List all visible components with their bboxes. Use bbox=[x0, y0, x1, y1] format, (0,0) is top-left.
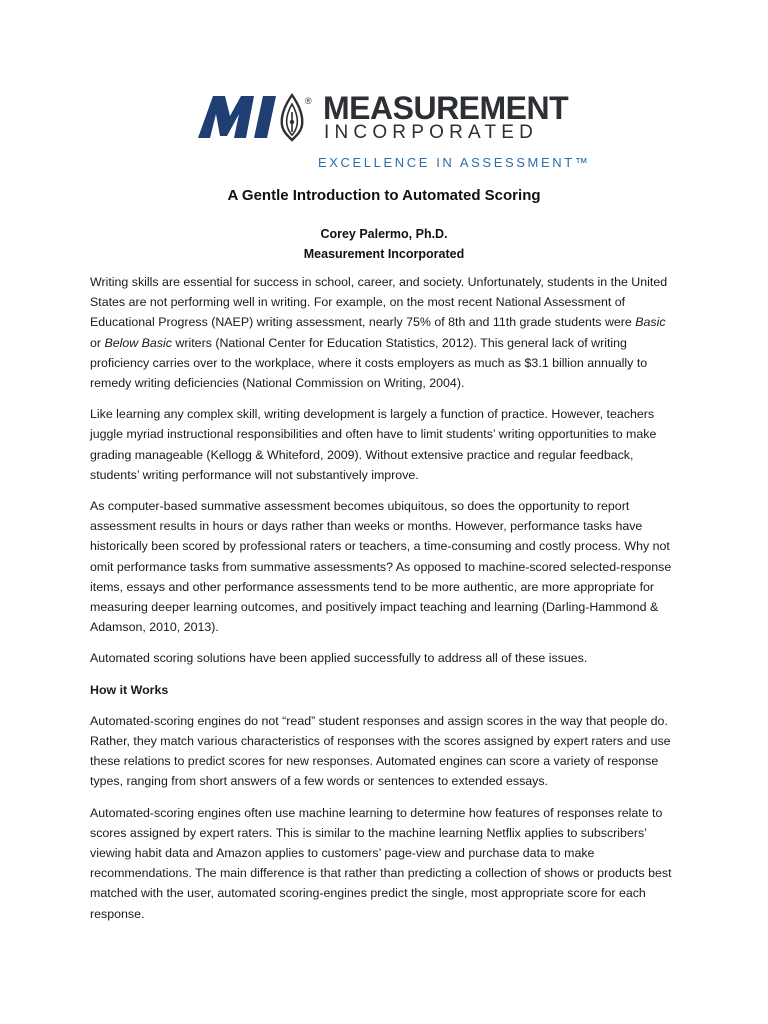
paragraph-6: Automated-scoring engines often use machine learning to determine how features of responses relate to scores assigned by expert raters. This is similar to the machine learning Netflix applies to subscribers’ viewing habit data and Amazon applies to customers’ page-view and purchase data to make recommendations. The main difference is that rather than predicting a collection of shows or products best matched with the user, automated scoring-engines predict the single, most appropriate score for each response. bbox=[90, 805, 672, 921]
paragraph-1-text-a: Writing skills are essential for success in school, career, and society. Unfortunately, students in the United States are not performing well in writing. For example, on the most recent National Assessment of Educational Progress (NAEP) writing assessment, nearly 75% of 8th and 11th grade students were bbox=[90, 275, 668, 330]
paragraph-1-italic-basic: Basic bbox=[635, 315, 666, 330]
company-logo bbox=[196, 88, 591, 178]
logo-wordmark-incorporated: INCORPORATED bbox=[324, 122, 539, 143]
author-organization: Measurement Incorporated bbox=[303, 247, 465, 261]
paragraph-4: Automated scoring solutions have been applied successfully to address all of these issues. bbox=[90, 651, 588, 666]
fountain-pen-nib-icon bbox=[282, 95, 302, 140]
paragraph-1-italic-below-basic: Below Basic bbox=[104, 335, 172, 350]
logo-wordmark-measurement: MEASUREMENT bbox=[323, 90, 569, 126]
author-name: Corey Palermo, Ph.D. bbox=[320, 227, 448, 241]
document-body bbox=[90, 272, 678, 935]
logo-letter-i bbox=[254, 96, 276, 138]
registered-mark: ® bbox=[305, 96, 312, 106]
logo-letter-m bbox=[198, 96, 254, 138]
logo-tagline: EXCELLENCE IN ASSESSMENT™ bbox=[318, 155, 591, 170]
paragraph-2: Like learning any complex skill, writing development is largely a function of practice. However, teachers juggle myriad instructional responsibilities and often have to limit students’ writing opportunities to make grading manageable (Kellogg & Whiteford, 2009). Without extensive practice and regular feedback, students’ writing performance will not substantively improve. bbox=[90, 407, 657, 482]
paragraph-1-text-c: writers (National Center for Education Statistics, 2012). This general lack of writing proficiency carries over to the workplace, where it costs employers as much as $3.1 billion annually to remedy writing deficiencies (National Commission on Writing, 2004). bbox=[90, 335, 648, 391]
document-title: A Gentle Introduction to Automated Scoring bbox=[227, 187, 541, 204]
author-block bbox=[0, 224, 768, 264]
paragraph-3: As computer-based summative assessment becomes ubiquitous, so does the opportunity to report assessment results in hours or days rather than weeks or months. However, performance tasks have historically been scored by professional raters or teachers, a time-consuming and costly process. Why not omit performance tasks from summative assessments? As opposed to machine-scored selected-response items, essays and other performance assessments tend to be more authentic, are more appropriate for measuring deeper learning outcomes, and positively impact teaching and learning (Darling-Hammond & Adamson, 2010, 2013). bbox=[90, 499, 672, 635]
paragraph-1 bbox=[90, 272, 678, 393]
paragraph-5: Automated-scoring engines do not “read” student responses and assign scores in the way that people do. Rather, they match various characteristics of responses with the scores assigned by expert raters and use these relations to predict scores for new responses. Automated engines can score a variety of response types, ranging from short answers of a few words or sentences to extended essays. bbox=[90, 713, 671, 789]
mi-monogram-logo bbox=[196, 92, 322, 142]
paragraph-1-text-b: or bbox=[90, 335, 105, 350]
section-heading-how-it-works: How it Works bbox=[90, 682, 169, 697]
